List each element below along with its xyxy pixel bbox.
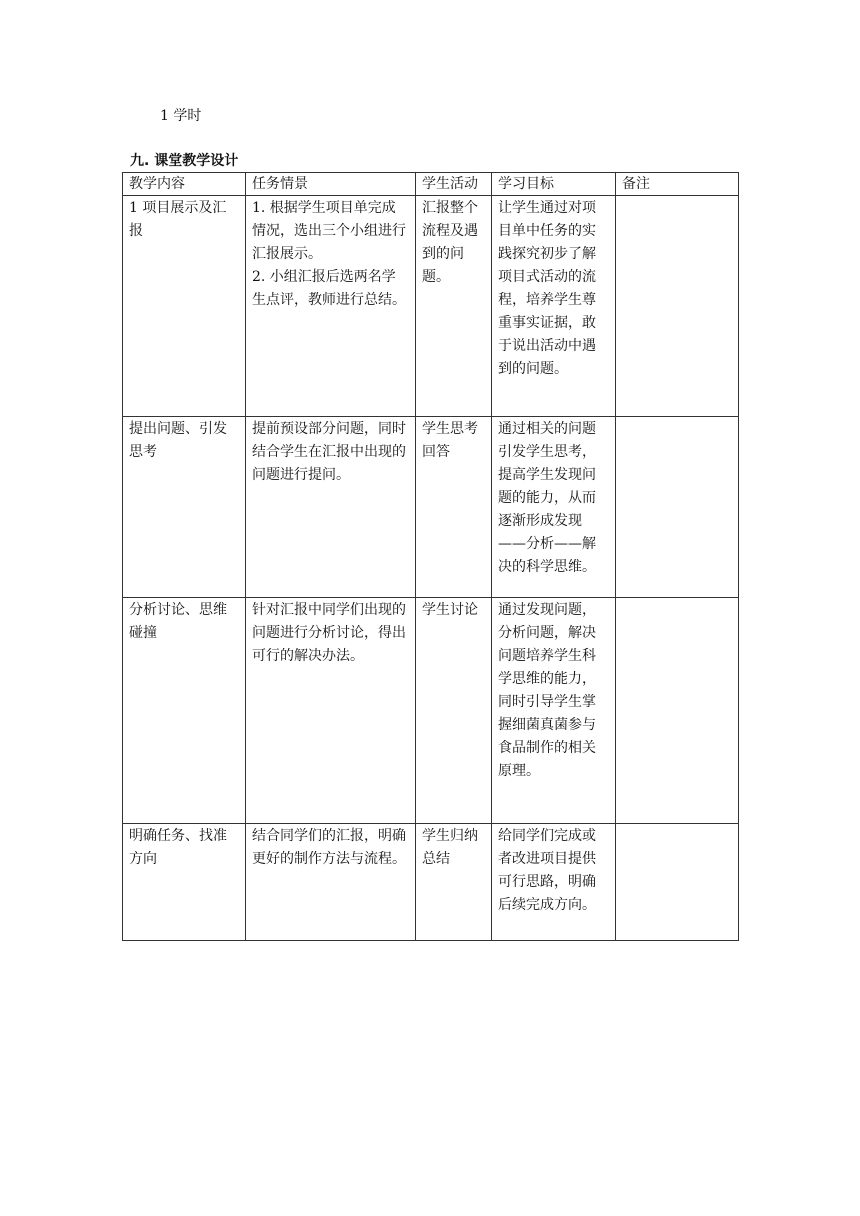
cell-note — [616, 196, 739, 417]
task-line: 针对汇报中同学们出现的问题进行分析讨论，得出可行的解决办法。 — [252, 602, 406, 664]
task-line: 结合同学们的汇报，明确更好的制作方法与流程。 — [252, 828, 406, 867]
class-hours: 1 学时 — [160, 108, 202, 124]
cell-activity: 学生讨论 — [416, 598, 492, 824]
cell-goal: 通过发现问题，分析问题，解决问题培养学生科学思维的能力，同时引导学生掌握细菌真菌参与食品制作的相关原理。 — [492, 598, 616, 824]
column-header-activity: 学生活动 — [416, 173, 492, 196]
cell-task — [246, 417, 416, 598]
cell-task — [246, 598, 416, 824]
task-line: 2. 小组汇报后选两名学生点评，教师进行总结。 — [252, 269, 406, 308]
column-header-task: 任务情景 — [246, 173, 416, 196]
column-header-goal: 学习目标 — [492, 173, 616, 196]
cell-content: 提出问题、引发思考 — [123, 417, 246, 598]
table-row — [123, 824, 739, 941]
cell-content: 分析讨论、思维碰撞 — [123, 598, 246, 824]
table-row — [123, 598, 739, 824]
cell-note — [616, 824, 739, 941]
table-row — [123, 417, 739, 598]
column-header-note: 备注 — [616, 173, 739, 196]
cell-activity: 汇报整个流程及遇到的问题。 — [416, 196, 492, 417]
task-line: 提前预设部分问题，同时结合学生在汇报中出现的问题进行提问。 — [252, 421, 406, 483]
table-header-row — [123, 173, 739, 196]
cell-goal: 让学生通过对项目单中任务的实践探究初步了解项目式活动的流程，培养学生尊重事实证据，敢于说出活动中遇到的问题。 — [492, 196, 616, 417]
lesson-design-table — [122, 172, 739, 941]
cell-activity: 学生归纳总结 — [416, 824, 492, 941]
cell-note — [616, 417, 739, 598]
task-line: 1. 根据学生项目单完成情况，选出三个小组进行汇报展示。 — [252, 200, 406, 262]
table-row — [123, 196, 739, 417]
cell-content: 明确任务、找准方向 — [123, 824, 246, 941]
cell-task — [246, 196, 416, 417]
cell-goal: 通过相关的问题引发学生思考，提高学生发现问题的能力，从而逐渐形成发现——分析——解决的科学思维。 — [492, 417, 616, 598]
cell-goal: 给同学们完成或者改进项目提供可行思路，明确后续完成方向。 — [492, 824, 616, 941]
section-title: 九. 课堂教学设计 — [130, 153, 239, 169]
column-header-content: 教学内容 — [123, 173, 246, 196]
cell-task — [246, 824, 416, 941]
cell-activity: 学生思考回答 — [416, 417, 492, 598]
cell-content: 1 项目展示及汇报 — [123, 196, 246, 417]
cell-note — [616, 598, 739, 824]
